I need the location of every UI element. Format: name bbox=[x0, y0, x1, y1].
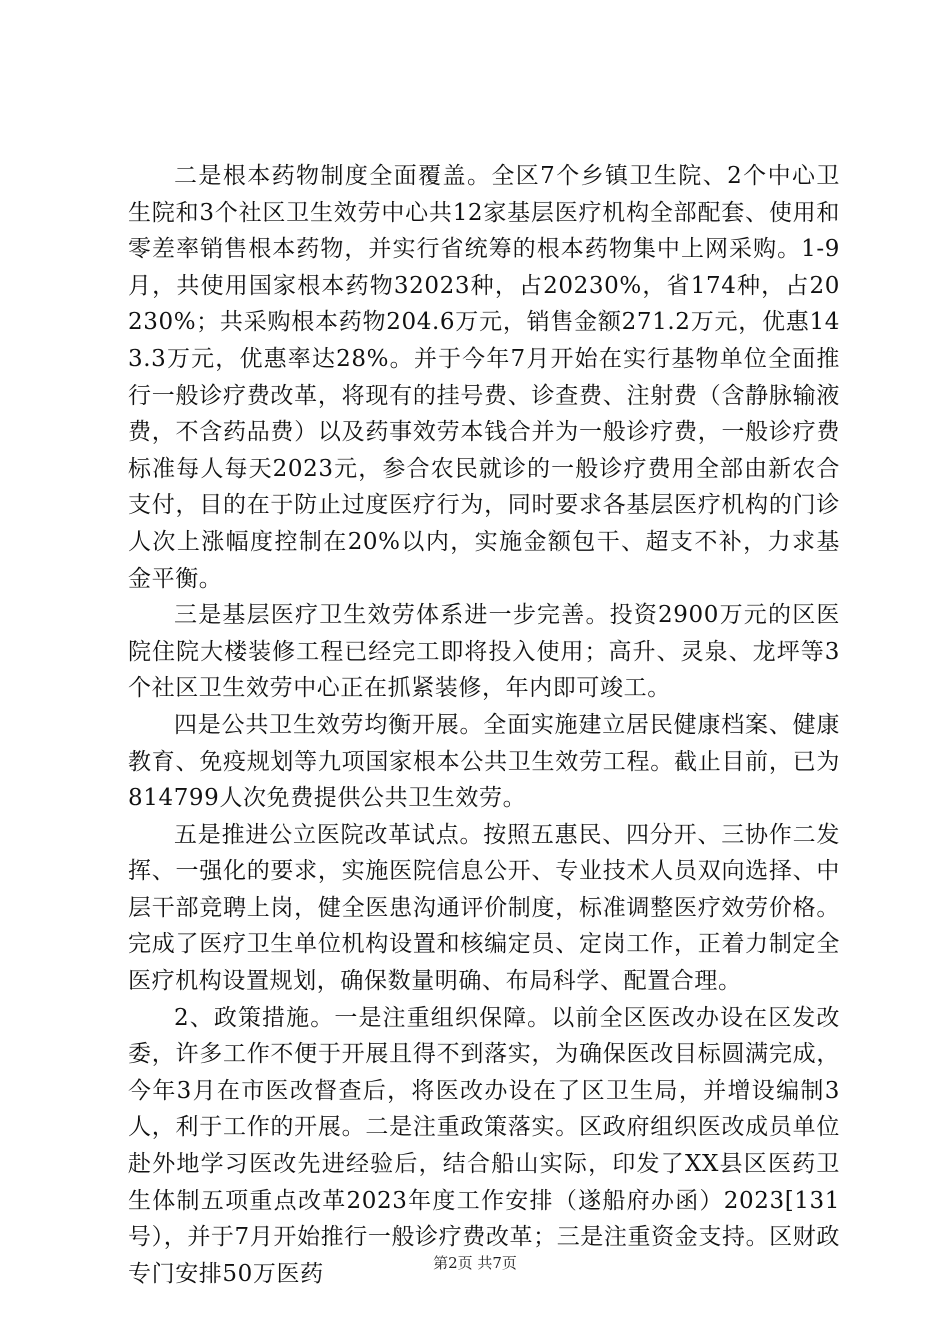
document-body bbox=[128, 158, 840, 1292]
page-number-footer: 第2页 共7页 bbox=[433, 1254, 517, 1272]
paragraph-public-health-service: 四是公共卫生效劳均衡开展。全面实施建立居民健康档案、健康教育、免疫规划等九项国家根本公共卫生效劳工程。截止目前，已为814799人次免费提供公共卫生效劳。 bbox=[128, 711, 840, 812]
paragraph-basic-drug-system: 二是根本药物制度全面覆盖。全区7个乡镇卫生院、2个中心卫生院和3个社区卫生效劳中心共12家基层医疗机构全部配套、使用和零差率销售根本药物，并实行省统筹的根本药物集中上网采购。1-9月，共使用国家根本药物32023种，占20230%，省174种，占20230%；共采购根本药物204.6万元，销售金额271.2万元，优惠143.3万元，优惠率达28%。并于今年7月开始在实行基物单位全面推行一般诊疗费改革，将现有的挂号费、诊查费、注射费（含静脉输液费，不含药品费）以及药事效劳本钱合并为一般诊疗费，一般诊疗费标准每人每天2023元，参合农民就诊的一般诊疗费用全部由新农合支付，目的在于防止过度医疗行为，同时要求各基层医疗机构的门诊人次上涨幅度控制在20%以内，实施金额包干、超支不补，力求基金平衡。 bbox=[128, 163, 840, 592]
paragraph-grassroots-service-system: 三是基层医疗卫生效劳体系进一步完善。投资2900万元的区医院住院大楼装修工程已经完工即将投入使用；高升、灵泉、龙坪等3个社区卫生效劳中心正在抓紧装修，年内即可竣工。 bbox=[128, 602, 840, 702]
paragraph-policy-measures: 2、政策措施。一是注重组织保障。以前全区医改办设在区发改委，许多工作不便于开展且得不到落实，为确保医改目标圆满完成，今年3月在市医改督查后，将医改办设在了区卫生局，并增设编制3人，利于工作的开展。二是注重政策落实。区政府组织医改成员单位赴外地学习医改先进经验后，结合船山实际，印发了XX县区医药卫生体制五项重点改革2023年度工作安排（遂船府办函）2023[131号），并于7月开始推行一般诊疗费改革；三是注重资金支持。区财政专门安排50万医药 bbox=[128, 1004, 840, 1287]
paragraph-public-hospital-reform: 五是推进公立医院改革试点。按照五惠民、四分开、三协作二发挥、一强化的要求，实施医院信息公开、专业技术人员双向选择、中层干部竞聘上岗，健全医患沟通评价制度，标准调整医疗效劳价格。完成了医疗卫生单位机构设置和核编定员、定岗工作，正着力制定全医疗机构设置规划，确保数量明确、布局科学、配置合理。 bbox=[128, 821, 840, 995]
